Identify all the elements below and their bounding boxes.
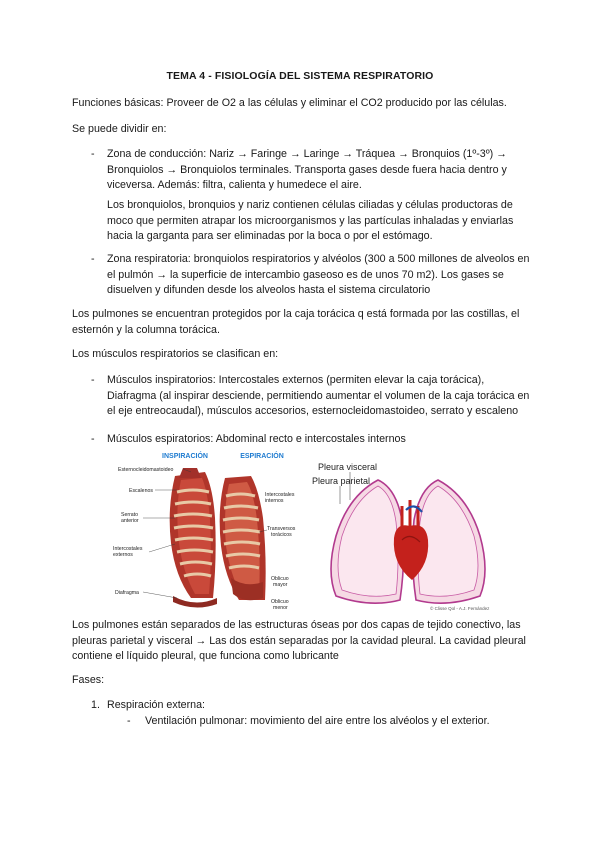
label-pleura-visceral: Pleura visceral (318, 462, 378, 472)
label-intercostales-ext-1: Intercostales (113, 546, 143, 552)
label-serrato-2: anterior (121, 518, 139, 524)
label-transversos-2: torácicos (271, 532, 292, 538)
label-oblicuo-menor-2: menor (273, 605, 288, 611)
heading-inspiracion: INSPIRACIÓN (162, 453, 208, 460)
list-item-respiratoria: Zona respiratoria: bronquiolos respiratorios y alvéolos (300 a 500 millones de alveolos en el pulmón → la superficie de intercambio gaseoso es de unos 70 m2). Los gases se disuelven y difunden desde los alveolos hasta el sistema circulatorio (107, 253, 530, 296)
list-item-conduccion: Zona de conducción: Nariz → Faringe → Laringe → Tráquea → Bronquios (1º-3º) → Bronquiolos → Bronquiolos terminales. Transporta gases desde fuera hacia dentro y viceversa. Además: filtra, calienta y humedece el aire. (107, 148, 507, 191)
figure-respiratory-muscles (105, 448, 310, 613)
list-bullet: - (91, 253, 95, 265)
label-oblicuo-menor-1: Oblicuo (271, 599, 289, 605)
torso-espiracion (220, 476, 266, 600)
torso-inspiracion (170, 468, 217, 608)
list-bullet: - (91, 148, 95, 160)
label-pleura-parietal: Pleura parietal (312, 476, 371, 486)
list-item-conduccion-detail: Los bronquiolos, bronquios y nariz contienen células ciliadas y células productoras de moco que permiten atrapar los microorganismos y las partículas inhaladas y enviarlas hacia la garganta para ser eliminadas por la boca o por el estómago. (107, 199, 514, 242)
label-oblicuo-mayor-2: mayor (273, 582, 288, 588)
list-bullet: - (91, 433, 95, 445)
label-serrato-1: Serrato (121, 512, 139, 518)
paragraph-funciones: Funciones básicas: Proveer de O2 a las células y eliminar el CO2 producido por las células. (72, 97, 507, 109)
sub-list-bullet: - (127, 715, 131, 727)
label-intercostales-ext-2: externos (113, 552, 133, 558)
document-title: TEMA 4 - FISIOLOGÍA DEL SISTEMA RESPIRATORIO (166, 70, 434, 82)
figure-credit: © Clisse Qol - A.J. Fernández (430, 606, 490, 611)
paragraph-pulmones: Los pulmones se encuentran protegidos por la caja torácica q está formada por las costillas, el esternón y la columna torácica. (72, 308, 520, 336)
fase-number: 1. (91, 699, 100, 711)
list-item-espiratorios: Músculos espiratorios: Abdominal recto e intercostales internos (107, 433, 406, 445)
label-intercostales-int-1: Intercostales (265, 492, 295, 498)
figure-pleura (310, 460, 510, 612)
label-intercostales-int-2: internos (265, 498, 284, 504)
label-transversos-1: Transversos (267, 526, 296, 532)
paragraph-fases: Fases: (72, 674, 105, 686)
paragraph-dividir: Se puede dividir en: (72, 123, 167, 135)
fase-respiracion-externa: Respiración externa: (107, 699, 206, 711)
list-item-inspiratorios: Músculos inspiratorios: Intercostales externos (permiten elevar la caja torácica), Diafragma (al inspirar desciende, permitiendo aumentar el volumen de la caja torácica en el eje entreocaudal), músculos accesorios, esternocleidomastoideo, serrato y escaleno (107, 374, 530, 417)
paragraph-pleuras: Los pulmones están separados de las estructuras óseas por dos capas de tejido conectivo, las pleuras parietal y visceral → Las dos están separadas por la cavidad pleural. La cavidad pleural contiene el líquido pleural, que funciona como lubricante (72, 619, 526, 662)
label-diafragma: Diafragma (115, 590, 139, 596)
label-escalenos: Escalenos (129, 488, 153, 494)
label-oblicuo-mayor-1: Oblicuo (271, 576, 289, 582)
label-esternocleido: Esternocleidomastoideo (118, 467, 174, 473)
sub-item-ventilacion: Ventilación pulmonar: movimiento del aire entre los alvéolos y el exterior. (145, 715, 490, 727)
heading-espiracion: ESPIRACIÓN (240, 453, 284, 460)
respiratory-muscles-illustration (105, 448, 310, 613)
paragraph-musculos: Los músculos respiratorios se clasifican en: (72, 348, 279, 360)
list-bullet: - (91, 374, 95, 386)
pleura-illustration (310, 460, 510, 612)
